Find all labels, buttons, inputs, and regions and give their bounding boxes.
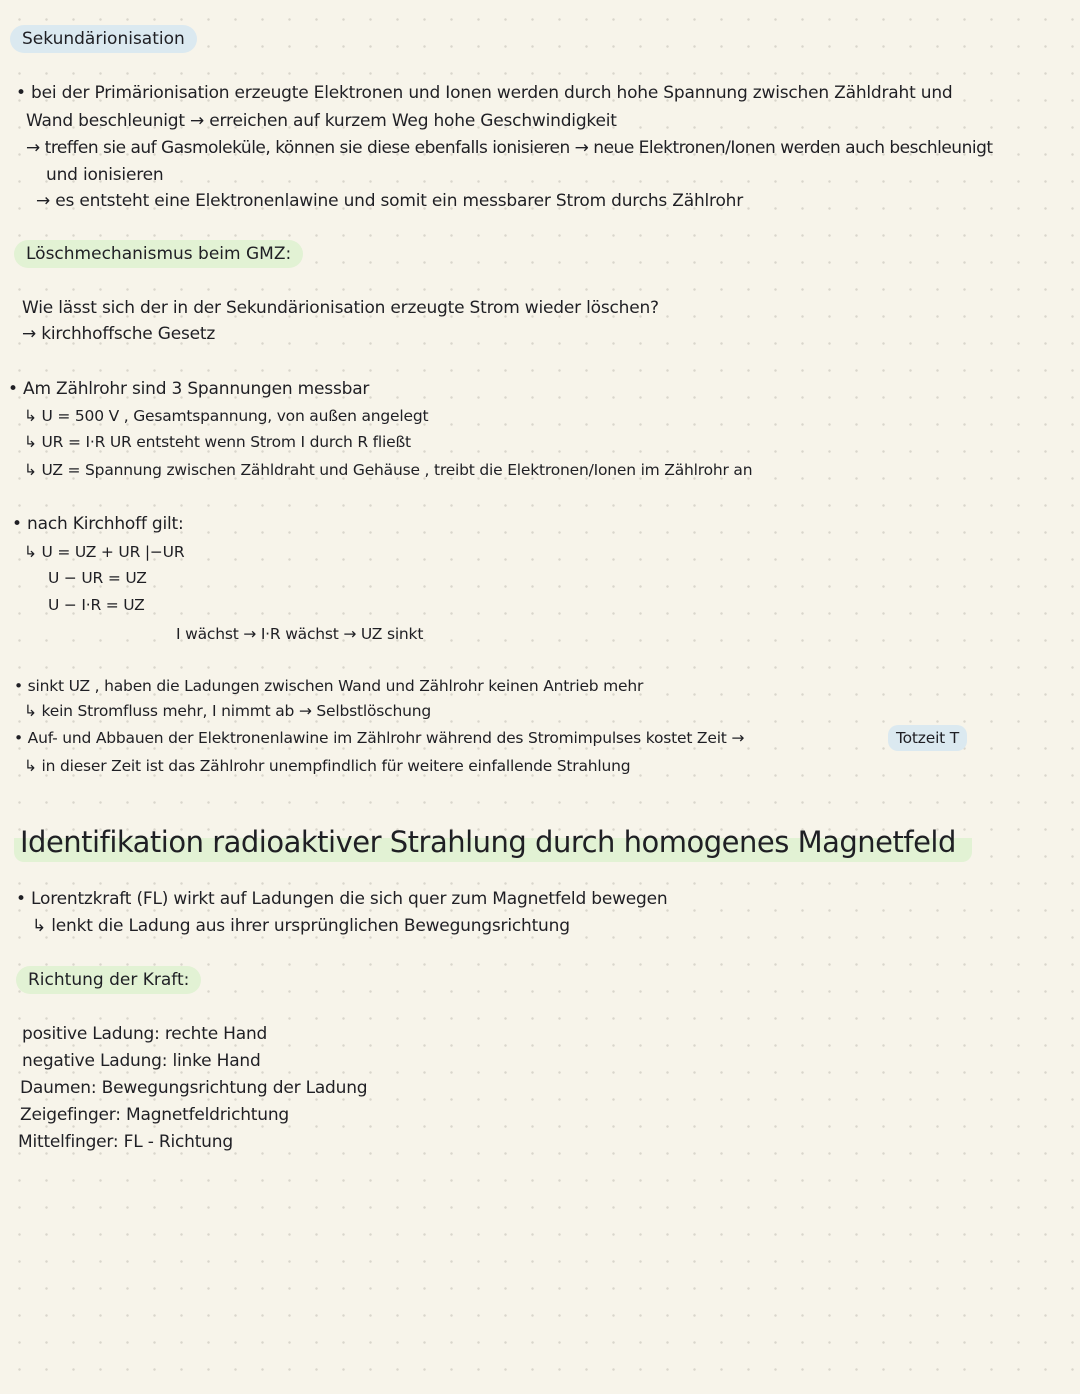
text-line: ↳ UZ = Spannung zwischen Zähldraht und Gehäuse , treibt die Elektronen/Ionen im Zählrohr an <box>24 461 753 479</box>
text-line: Wand beschleunigt → erreichen auf kurzem Weg hohe Geschwindigkeit <box>26 111 617 131</box>
text-line: Mittelfinger: FL - Richtung <box>18 1132 233 1152</box>
text-line: ↳ UR = I·R UR entsteht wenn Strom I durch R fließt <box>24 433 411 451</box>
section-title-identifikation: Identifikation radioaktiver Strahlung durch homogenes Magnetfeld <box>14 822 972 862</box>
text-line: Zeigefinger: Magnetfeldrichtung <box>20 1105 290 1125</box>
answer-line: → kirchhoffsche Gesetz <box>22 324 216 344</box>
formula-line: U − UR = UZ <box>48 569 147 587</box>
text-line: • nach Kirchhoff gilt: <box>12 514 184 534</box>
formula-line: U − I·R = UZ <box>48 596 145 614</box>
text-line: → treffen sie auf Gasmoleküle, können sie diese ebenfalls ionisieren → neue Elektronen/Ionen werden auch beschleunigt <box>26 138 993 158</box>
question-line: Wie lässt sich der in der Sekundärionisation erzeugte Strom wieder löschen? <box>22 298 659 318</box>
text-line: und ionisieren <box>46 165 164 185</box>
text-line: negative Ladung: linke Hand <box>22 1051 261 1071</box>
text-line: • Lorentzkraft (FL) wirkt auf Ladungen die sich quer zum Magnetfeld bewegen <box>16 889 668 909</box>
text-line: ↳ kein Stromfluss mehr, I nimmt ab → Selbstlöschung <box>24 702 431 720</box>
text-line: • Auf- und Abbauen der Elektronenlawine im Zählrohr während des Stromimpulses kostet Zeit → <box>14 729 745 747</box>
section-heading-loeschmechanismus: Löschmechanismus beim GMZ: <box>14 240 303 268</box>
text-line: → es entsteht eine Elektronenlawine und somit ein messbarer Strom durchs Zählrohr <box>36 191 744 211</box>
totzeit-highlight: Totzeit T <box>888 725 967 751</box>
text-line: • sinkt UZ , haben die Ladungen zwischen Wand und Zählrohr keinen Antrieb mehr <box>14 677 644 695</box>
text-line: Daumen: Bewegungsrichtung der Ladung <box>20 1078 368 1098</box>
text-line: • Am Zählrohr sind 3 Spannungen messbar <box>8 379 370 399</box>
conclusion-line: I wächst → I·R wächst → UZ sinkt <box>176 625 424 643</box>
text-line: ↳ lenkt die Ladung aus ihrer ursprünglichen Bewegungsrichtung <box>32 916 570 936</box>
text-line: • bei der Primärionisation erzeugte Elektronen und Ionen werden durch hohe Spannung zwischen Zähldraht und <box>16 83 953 103</box>
text-line: ↳ in dieser Zeit ist das Zählrohr unempfindlich für weitere einfallende Strahlung <box>24 757 631 775</box>
text-line: positive Ladung: rechte Hand <box>22 1024 268 1044</box>
text-line: ↳ U = 500 V , Gesamtspannung, von außen angelegt <box>24 407 429 425</box>
section-heading-richtung: Richtung der Kraft: <box>16 966 201 994</box>
section-heading-sekundaerionisation: Sekundärionisation <box>10 25 197 53</box>
formula-line: ↳ U = UZ + UR |−UR <box>24 543 185 561</box>
